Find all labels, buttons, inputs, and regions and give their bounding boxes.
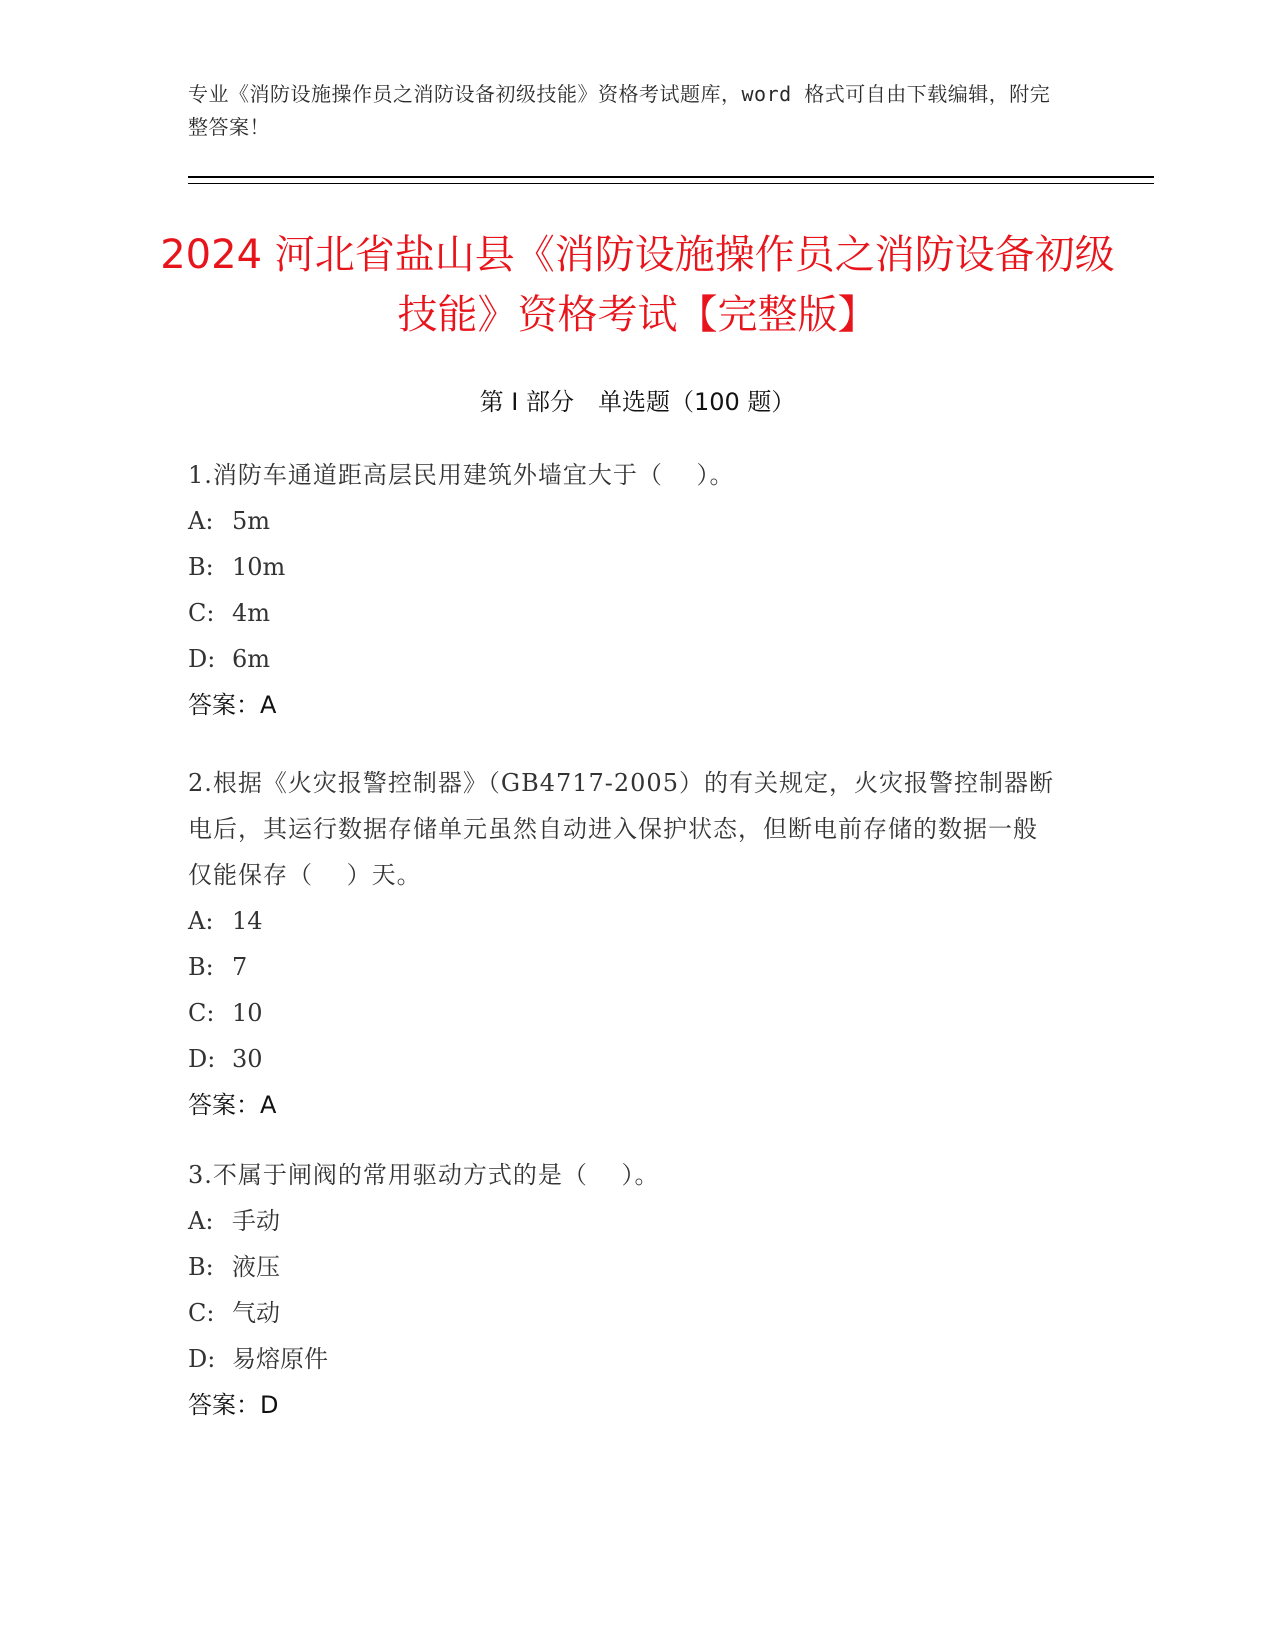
option-c [188,990,1058,1036]
question-3 [188,1152,1088,1428]
option-text: 液压 [232,1253,280,1281]
option-b [188,944,1058,990]
option-a [188,498,1088,544]
option-b [188,1244,1088,1290]
option-text: 6m [232,645,271,673]
option-letter: B: [188,953,214,981]
option-letter: C: [188,599,215,627]
section-heading: 第 I 部分 单选题（100 题） [479,388,796,416]
question-stem: 1.消防车通道距高层民用建筑外墙宜大于（ ）。 [188,461,735,489]
option-text: 气动 [232,1299,280,1327]
question-stem: 2.根据《火灾报警控制器》（GB4717-2005）的有关规定，火灾报警控制器断电后，其运行数据存储单元虽然自动进入保护状态，但断电前存储的数据一般仅能保存（ ）天。 [188,769,1054,889]
option-text: 4m [232,599,271,627]
question-2 [188,760,1058,1128]
header-divider-thick [188,176,1154,178]
option-letter: A: [188,1207,214,1235]
option-letter: B: [188,1253,214,1281]
option-c [188,1290,1088,1336]
option-c [188,590,1088,636]
option-letter: D: [188,645,216,673]
option-a [188,898,1058,944]
answer-label: 答案：A [188,1091,277,1119]
option-text: 易熔原件 [232,1345,328,1373]
option-text: 手动 [232,1207,280,1235]
question-1 [188,452,1088,728]
option-d [188,1336,1088,1382]
question-stem: 3.不属于闸阀的常用驱动方式的是（ ）。 [188,1161,660,1189]
option-a [188,1198,1088,1244]
option-letter: C: [188,1299,215,1327]
option-text: 7 [232,953,248,981]
option-letter: D: [188,1345,216,1373]
option-text: 5m [232,507,271,535]
option-text: 30 [232,1045,263,1073]
header-divider-thin [188,183,1154,184]
option-text: 10m [232,553,286,581]
option-letter: A: [188,507,214,535]
document-title: 2024 河北省盐山县《消防设施操作员之消防设备初级技能》资格考试【完整版】 [160,232,1115,338]
option-letter: D: [188,1045,216,1073]
option-d [188,636,1088,682]
option-text: 10 [232,999,263,1027]
option-text: 14 [232,907,263,935]
option-b [188,544,1088,590]
header-note: 专业《消防设施操作员之消防设备初级技能》资格考试题库，word 格式可自由下载编辑，附完整答案！ [188,82,1051,139]
option-letter: C: [188,999,215,1027]
option-letter: A: [188,907,214,935]
option-d [188,1036,1058,1082]
option-letter: B: [188,553,214,581]
answer-label: 答案：D [188,1391,279,1419]
answer-label: 答案：A [188,691,277,719]
